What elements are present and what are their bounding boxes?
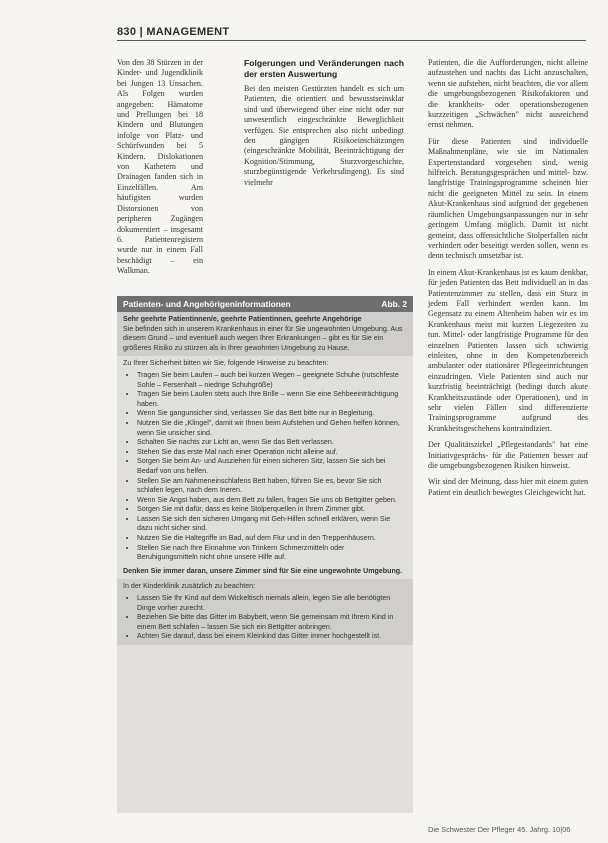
info-box: [117, 296, 413, 813]
hints-list: [123, 371, 407, 563]
kids-list: [123, 594, 407, 642]
closing-note: Denken Sie immer daran, unsere Zimmer sind für Sie eine ungewohnte Umgebung.: [123, 566, 403, 575]
list-item: • Tragen Sie beim Laufen – auch bei kurzen Wegen – geeignete Schuhe (rutschfeste Sohle – Fersenhalt – niedrige Schuhgröße): [137, 371, 407, 390]
greeting: Sehr geehrte Patientinnen/e, geehrte Patientinnen, geehrte Angehörige: [123, 315, 362, 323]
list-item: • Wenn Sie gangunsicher sind, verlassen Sie das Bett bitte nur in Begleitung.: [137, 409, 407, 419]
column-2: [244, 58, 404, 194]
column-3-paragraph-5: Wir sind der Meinung, dass hier mit einem guten Patient ein deutlich bewegtes Gleichgewicht hat.: [428, 477, 588, 497]
intro-text: Sie befinden sich in unserem Krankenhaus in einer für Sie ungewohnten Umgebung. Aus diesem Grund – und eventuell auch wegen Ihrer Erkrankungen – gibt es für Sie ein größeres Risiko zu stürzen als in Ihrer gewohnten Umgebung zu Hause.: [123, 324, 403, 352]
column-1: [117, 58, 203, 283]
list-item: • Lassen Sie sich den sicheren Umgang mit Geh-Hilfen schnell erklären, wenn Sie dazu nicht sicher sind.: [137, 515, 407, 534]
column-3-paragraph-4: Der Qualitätszirkel „Pflegestandards" hat eine Initiativgesprächs- für die Patienten besser auf die umgebungsbezogenen Risiken hinweist.: [428, 440, 588, 471]
list-item: • Sorgen Sie mit dafür, dass es keine Stolperquellen in Ihrem Zimmer gibt.: [137, 505, 407, 515]
list-item: • Beziehen Sie bitte das Gitter im Babybett, wenn Sie gemeinsam mit Ihrem Kind in einem Bett schlafen – lassen Sie sich ein Bettgitter anbringen.: [137, 613, 407, 632]
figure-tag: Abb. 2: [381, 299, 407, 309]
list-item: • Schalten Sie nachts zur Licht an, wenn Sie das Bett verlassen.: [137, 438, 407, 448]
column-2-text: Bei den meisten Gestürzten handelt es sich um Patienten, die orientiert und bewusstseinsklar sind und überwiegend über eine nicht oder nur unwesentlich eingeschränkte Beweglichkeit verfügen. Sie entsprechen also nicht unbedingt den gängigen Risikoeinschätzungen (eingeschränkte Mobilität, Beeinträchtigung der Kognition/Stimmung, Sturzvorgeschichte, sturzbegünstigende Verkehrsdingeng). Es sind vielmehr: [244, 84, 404, 187]
list-item: • Nutzen Sie die Haltegriffe im Bad, auf dem Flur und in den Treppenhäusern.: [137, 534, 407, 544]
kids-lead: In der Kinderklinik zusätzlich zu beachten:: [123, 582, 256, 591]
info-box-kids-section: [117, 579, 413, 645]
list-item: • Wenn Sie Angst haben, aus dem Bett zu fallen, fragen Sie uns ob Bettgitter geben.: [137, 496, 407, 506]
column-3-paragraph-1: Patienten, die die Aufforderungen, nicht alleine aufzustehen und nachts das Licht anzuschalten, wenn sie aufstehen, nicht beachten, die vor allem die umgebungsbezogenen Risikofaktoren und die krankheits- oder operationsbezogenen kurzzeitigen „Schwächen" nicht ausreichend ernst nehmen.: [428, 58, 588, 130]
list-item: • Stehen Sie das erste Mal nach einer Operation nicht alleine auf.: [137, 448, 407, 458]
list-item: • Stellen Sie am Nahmeneinschlafens Bett haben, führen Sie es, bevor Sie sich schlafen legen, nach dem Ineren.: [137, 477, 407, 496]
page-header: 830 | MANAGEMENT: [117, 26, 230, 38]
header-rule: [117, 40, 586, 41]
hints-lead: Zu Ihrer Sicherheit bitten wir Sie, folgende Hinweise zu beachten:: [123, 359, 329, 368]
column-3-paragraph-3: In einem Akut-Krankenhaus ist es kaum denkbar, für jeden Patienten das Bett individuell an in das Patientenzimmer zu stellen, dass ein Sturz in jedem Fall verhindert werden kann. Im Gegensatz zu einem Altenheim haben wir es im Krankenhaus meist mit kurzen Liegezeiten zu tun. Mittel- oder langfristige Programme für den einzelnen Patienten lassen sich schwierig einleiten, ohne in den Kompetenzbereich ambulanter oder stationärer Pflegeeinrichtungen einzudringen. Viele Patienten sind auch nur kurzfristig beeinträchtigt (bedingt durch akute Krankheitszustände oder Operationen), und in sehr vielen Fällen sind differenzierte Trainingsprogramme aufgrund des Krankheitsgeschehens kontraindiziert.: [428, 267, 588, 433]
list-item: • Achten Sie darauf, dass bei einem Kleinkind das Gitter immer hochgestellt ist.: [137, 632, 407, 642]
column-1-text: Von den 38 Stürzen in der Kinder- und Jugendklinik bei Jungen 13 Unsachen. Als Folgen wurden angegeben: Hämatome und Prellungen bei 18 Kindern und Blutungen infolge von Platz- und Schürfwunden bei 5 Kindern. Dislokationen von Kathetern und Drainagen fanden sich in Einzelfällen. Am häufigsten wurden Distorsionen von peripheren Zugängen dokumentiert – insgesamt 6. Patientenregistern wurde nur in einem Fall beschädigt – ein Walkman.: [117, 58, 203, 276]
list-item: • Stellen Sie nach Ihre Einnahme von Trinkern Schmerzmitteln oder Beruhigungsmitteln nicht ohne unsere Hilfe auf.: [137, 544, 407, 563]
list-item: • Tragen Sie beim Laufen stets auch Ihre Brille – wenn Sie eine Sehbeeinträchtigung haben.: [137, 390, 407, 409]
info-box-greeting-section: [117, 312, 413, 356]
info-box-title: Patienten- und Angehörigeninformationen: [123, 299, 291, 309]
list-item: • Nutzen Sie die „Klingel", damit wir Ihnen beim Aufstehen und Gehen helfen können, wenn Sie unsicher sind.: [137, 419, 407, 438]
page-footer: Die Schwester Der Pfleger 45. Jahrg. 10|06: [428, 825, 571, 834]
column-3: [428, 58, 588, 504]
list-item: • Sorgen Sie beim An- und Ausziehen für einen sicheren Sitz, lassen Sie sich bei Bedarf von uns helfen.: [137, 457, 407, 476]
list-item: • Lassen Sie Ihr Kind auf dem Wickeltisch niemals allein, legen Sie alle benötigten Dinge vorher zurecht.: [137, 594, 407, 613]
info-box-hints: [117, 356, 413, 579]
info-box-header: [117, 296, 413, 312]
column-3-paragraph-2: Für diese Patienten sind individuelle Maßnahmenpläne, wie sie im Nationalen Expertenstandard vorgesehen sind, wenig hilfreich. Beratungsgesprächen und mittel- bzw. langfristige Trainingsprogramme scheinen hier nicht die geeigneten Mittel zu sein. In einem Akut-Krankenhaus sind aufgrund der gegebenen räumlichen Umgebungsanpassungen nur in sehr geringem Umfang möglich. Damit ist nicht gemeint, dass offensichtliche Stolperfallen nicht verhindert oder beseitigt werden sollen, wenn es denn technisch umsetzbar ist.: [428, 136, 588, 261]
section-heading: Folgerungen und Veränderungen nach der ersten Auswertung: [244, 58, 404, 79]
